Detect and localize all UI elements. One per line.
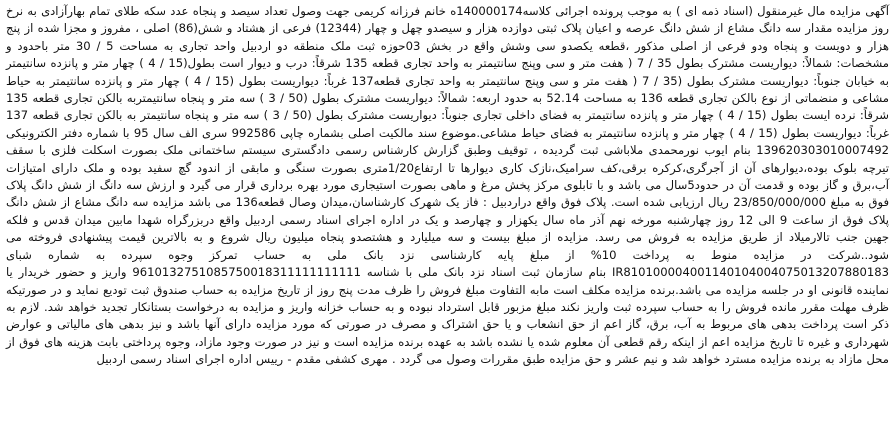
auction-notice-text: آگهی مزایده مال غیرمنقول (اسناد ذمه ای ) به موجب پرونده اجرائی کلاسه140000174ه خانم فرزانه کریمی جهت وصول تعداد سیصد و پنجاه عدد سکه طلای تمام بهارآزادی به نرخ روز مزایده مقدار سه دانگ مشاع از شش دانگ عرصه و اعیان پلاک ثبتی دوازده هزار و سیصدو چهل و چهار (12344) فرعی از هشتاد و شش(86) اصلی ، مفروز و مجزا شده از پنج هزار و دویست و پنجاه ودو فرعی از اصلی مذکور ،قطعه یکصدو سی وشش واقع در بخش 03حوزه ثبت ملک منطقه دو اردبیل واحد تجاری به مساحت 5 / 30 متر باحدود و مشخصات: شمالاً: دیواریست مشترک بطول 35 / 7 ( هفت متر و سی وپنج سانتیمتر به واحد تجاری قطعه 135 شرقاً: درب و دیوار است بطول(15 / 4 ) چهار متر و پانزده سانتیمتر به خیابان جنوباً: دیواریست مشترک بطول (35 / 7 ( هفت متر و سی وپنج سانتیمتر به واحد تجاری قطعه137 غرباً: دیواریست بطول (15 / 4 ) چهار متر و پانزده سانتیمتر به حیاط مشاعی و منضماتی از نوع بالکن تجاری قطعه 136 به مساحت 52.14 به حدود اربعه: شمالاً: دیواریست مشترک بطول (50 / 3 ) سه متر و پنجاه سانتیمتربه بالکن تجاری قطعه 135 شرقاً: نرده ایست بطول (15 / 4 ) چهار متر و پانزده سانتیمتر به فضای داخلی تجاری جنوباً: دیواریست مشترک بطول (50 / 3 ) سه متر و پنجاه سانتیمتر به بالکن تجاری قطعه 137 غرباً: دیواریست بطول (15 / 4 ) چهار متر و پانزده سانتیمتر به فضای حیاط مشاعی.موضوع سند مالکیت اصلی بشماره چاپی 992586 سری الف سال 95 با شماره دفتر الکترونیکی 139620303010007492 بنام ایوب نورمحمدی ملاباشی ثبت گردیده ، توقیف وطبق گزارش کارشناس رسمی دادگستری سیستم ساختمانی ملک بصورت اسکلت فلزی با سقف تیرچه بلوک بوده،دیوارهای آن از آجرگری،کرکره برقی،کف سرامیک،نازک کاری دیوارها تا ارتفاع1/20متری بصورت سنگی و مابقی از اندود گچ سفید بوده و ملک دارای امتیازات آب،برق و گاز بوده و قدمت آن در حدود5سال می باشد و با تابلوی مرکز پخش مرغ و ماهی بصورت استیجاری مورد بهره برداری قرار می گیرد و ارزش سه دانگ از شش دانگ پلاک فوق به مبلغ 23/850/000/000 ریال ارزیابی شده است. پلاک فوق واقع دراردبیل : فاز یک شهرک کارشناسان،میدان وصال قطعه136 می باشد مزایده سه دانگ مشاع از شش دانگ پلاک فوق از ساعت 9 الی 12 روز چهارشنبه مورخه نهم آذر ماه سال یکهزار و چهارصد و یک در اداره اجرای اسناد رسمی اردبیل واقع دربزرگراه شهدا مابین میدان قدس و فلکه جهین جنب تالارمیلاد از طریق مزایده به فروش می رسد. مزایده از مبلغ بیست و سه میلیارد و هشتصدو پنجاه میلیون ریال شروع و به بالاترین قیمت پیشنهادی فروخته می شود..شرکت در مزایده منوط به پرداخت 10% از مبلغ پایه کارشناسی نزد بانک ملی به حساب تمرکز وجوه سپرده به شماره شبای IR810100004001140104004075013207880183 بنام سازمان ثبت اسناد نزد بانک ملی با شناسه 9610132751085750018311111111111 واریز و حضور خریدار یا نماینده قانونی او در جلسه مزایده می باشد.برنده مزایده مکلف است مابه التفاوت مبلغ فروش را ظرف مدت پنج روز از تاریخ مزایده به حساب صندوق ثبت تودیع نماید و در صورتیکه ظرف مهلت مقرر مانده فروش را به حساب سپرده ثبت واریز نکند مبلغ مزبور قابل استرداد نبوده و به حساب خزانه واریز و مزایده به درخواست بستانکار تجدید خواهد شد. لازم به ذکر است پرداخت بدهی های مربوط به آب، برق، گاز اعم از حق انشعاب و یا حق اشتراک و مصرف در صورتی که مورد مزایده دارای آنها باشد و نیز بدهی های مالیاتی و عوارض شهرداری و غیره تا تاریخ مزایده اعم از اینکه رقم قطعی آن معلوم شده یا نشده باشد به عهده برنده مزایده است و نیز در صورت وجود مازاد، وجوه پرداختی بابت هزینه های فوق از محل مازاد به برنده مزایده مسترد خواهد شد و نیم عشر و حق مزایده طبق مقررات وصول می گردد . مهری کشفی مقدم - رییس اداره اجرای اسناد رسمی اردبیل xyxy=(0,0,895,431)
